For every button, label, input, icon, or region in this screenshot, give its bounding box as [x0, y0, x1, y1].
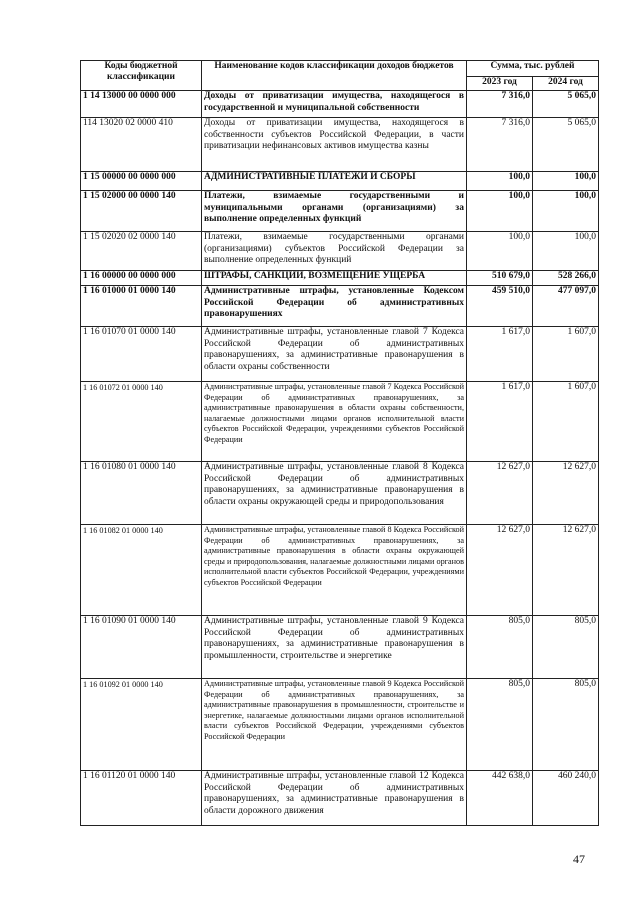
budget-code-cell: 1 16 01092 01 0000 140: [81, 679, 202, 771]
amount-2024-cell: 1 607,0: [533, 327, 599, 382]
budget-classification-table: [80, 60, 599, 826]
classification-name-cell: Административные штрафы, установленные главой 9 Кодекса Российской Федерации об административных правонарушениях, за административные правонарушения в промышленности, строительстве и энергетике: [202, 616, 467, 679]
table-row: [81, 525, 599, 616]
table-row: [81, 382, 599, 462]
classification-name-cell: АДМИНИСТРАТИВНЫЕ ПЛАТЕЖИ И СБОРЫ: [202, 172, 467, 191]
amount-2023-cell: 805,0: [467, 679, 533, 771]
amount-2024-cell: 1 607,0: [533, 382, 599, 462]
sum-column-header: Сумма, тыс. рублей: [467, 61, 599, 77]
budget-code-cell: 1 16 01070 01 0000 140: [81, 327, 202, 382]
budget-code-cell: 1 16 01120 01 0000 140: [81, 771, 202, 826]
amount-2023-cell: 100,0: [467, 232, 533, 271]
table-row: [81, 327, 599, 382]
budget-code-cell: 1 16 01080 01 0000 140: [81, 462, 202, 525]
table-row: [81, 172, 599, 191]
classification-name-cell: Административные штрафы, установленные главой 8 Кодекса Российской Федерации об административных правонарушениях, за административные правонарушения в области охраны окружающей среды и природопользования: [202, 462, 467, 525]
budget-code-cell: 1 16 00000 00 0000 000: [81, 271, 202, 286]
budget-code-cell: 114 13020 02 0000 410: [81, 118, 202, 172]
budget-code-cell: 1 14 13000 00 0000 000: [81, 91, 202, 118]
amount-2023-cell: 12 627,0: [467, 525, 533, 616]
amount-2023-cell: 1 617,0: [467, 382, 533, 462]
budget-code-cell: 1 15 02020 02 0000 140: [81, 232, 202, 271]
table-row: [81, 679, 599, 771]
table-row: [81, 191, 599, 232]
amount-2024-cell: 100,0: [533, 232, 599, 271]
amount-2023-cell: 7 316,0: [467, 91, 533, 118]
amount-2023-cell: 459 510,0: [467, 286, 533, 327]
amount-2024-cell: 12 627,0: [533, 525, 599, 616]
amount-2024-cell: 100,0: [533, 191, 599, 232]
classification-name-cell: Доходы от приватизации имущества, находящегося в собственности субъектов Российской Федерации, в части приватизации нефинансовых активов имущества казны: [202, 118, 467, 172]
amount-2024-cell: 805,0: [533, 616, 599, 679]
classification-name-cell: Административные штрафы, установленные главой 9 Кодекса Российской Федерации об административных правонарушениях, за административные правонарушения в промышленности, строительстве и энергетике, налагаемые должностными лицами органов исполнительной власти субъектов Российской Федерации, учреждениями субъектов Российской Федерации: [202, 679, 467, 771]
classification-name-cell: ШТРАФЫ, САНКЦИИ, ВОЗМЕЩЕНИЕ УЩЕРБА: [202, 271, 467, 286]
budget-code-cell: 1 15 02000 00 0000 140: [81, 191, 202, 232]
table-row: [81, 271, 599, 286]
budget-code-cell: 1 16 01000 01 0000 140: [81, 286, 202, 327]
name-column-header: Наименование кодов классификации доходов бюджетов: [202, 61, 467, 91]
table-row: [81, 91, 599, 118]
codes-column-header: Коды бюджетной классификации: [81, 61, 202, 91]
page-number: 47: [573, 852, 585, 866]
table-body: [81, 91, 599, 826]
year-2023-header: 2023 год: [467, 77, 533, 91]
amount-2024-cell: 100,0: [533, 172, 599, 191]
amount-2023-cell: 7 316,0: [467, 118, 533, 172]
amount-2024-cell: 460 240,0: [533, 771, 599, 826]
table-row: [81, 462, 599, 525]
amount-2023-cell: 100,0: [467, 191, 533, 232]
amount-2024-cell: 12 627,0: [533, 462, 599, 525]
classification-name-cell: Административные штрафы, установленные главой 8 Кодекса Российской Федерации об административных правонарушениях, за административные правонарушения в области охраны окружающей среды и природопользования, налагаемые должностными лицами органов исполнительной власти субъектов Российской Федерации, учреждениями субъектов Российской Федерации: [202, 525, 467, 616]
table-row: [81, 232, 599, 271]
table-row: [81, 286, 599, 327]
classification-name-cell: Платежи, взимаемые государственными органами (организациями) субъектов Российской Федерации за выполнение определенных функций: [202, 232, 467, 271]
classification-name-cell: Административные штрафы, установленные главой 12 Кодекса Российской Федерации об административных правонарушениях, за административные правонарушения в области дорожного движения: [202, 771, 467, 826]
budget-code-cell: 1 16 01082 01 0000 140: [81, 525, 202, 616]
budget-code-cell: 1 16 01072 01 0000 140: [81, 382, 202, 462]
classification-name-cell: Административные штрафы, установленные Кодексом Российской Федерации об административных правонарушениях: [202, 286, 467, 327]
table-row: [81, 771, 599, 826]
table-row: [81, 616, 599, 679]
amount-2024-cell: 805,0: [533, 679, 599, 771]
amount-2024-cell: 5 065,0: [533, 91, 599, 118]
budget-code-cell: 1 15 00000 00 0000 000: [81, 172, 202, 191]
classification-name-cell: Платежи, взимаемые государственными и муниципальными органами (организациями) за выполнение определенных функций: [202, 191, 467, 232]
classification-name-cell: Доходы от приватизации имущества, находящегося в государственной и муниципальной собственности: [202, 91, 467, 118]
amount-2024-cell: 528 266,0: [533, 271, 599, 286]
amount-2024-cell: 477 097,0: [533, 286, 599, 327]
budget-code-cell: 1 16 01090 01 0000 140: [81, 616, 202, 679]
classification-name-cell: Административные штрафы, установленные главой 7 Кодекса Российской Федерации об административных правонарушениях, за административные правонарушения в области охраны собственности: [202, 327, 467, 382]
amount-2023-cell: 100,0: [467, 172, 533, 191]
amount-2023-cell: 1 617,0: [467, 327, 533, 382]
amount-2023-cell: 805,0: [467, 616, 533, 679]
amount-2023-cell: 442 638,0: [467, 771, 533, 826]
amount-2023-cell: 510 679,0: [467, 271, 533, 286]
year-2024-header: 2024 год: [533, 77, 599, 91]
classification-name-cell: Административные штрафы, установленные главой 7 Кодекса Российской Федерации об административных правонарушениях, за административные правонарушения в области охраны собственности, налагаемые должностными лицами органов исполнительной власти субъектов Российской Федерации, учреждениями субъектов Российской Федерации: [202, 382, 467, 462]
amount-2023-cell: 12 627,0: [467, 462, 533, 525]
table-row: [81, 118, 599, 172]
amount-2024-cell: 5 065,0: [533, 118, 599, 172]
